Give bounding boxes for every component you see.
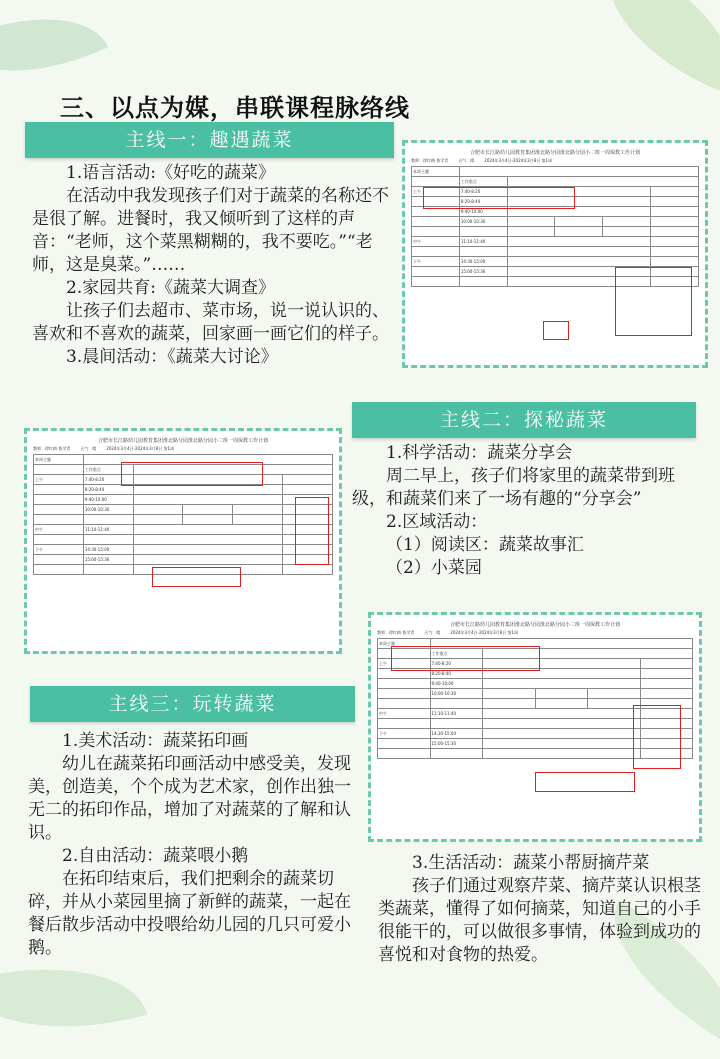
red-highlight-box xyxy=(543,321,569,341)
plan-date: 2024年3月4日-2024年3月8日 第1周 xyxy=(484,158,553,163)
plan-pm: 下午 xyxy=(412,257,460,267)
plan-time: 9:40-10:00 xyxy=(430,679,483,689)
plan-time: 9:40-10:00 xyxy=(83,495,133,505)
plan-col-theme: 本周主题 xyxy=(378,639,431,649)
plan-title: 合肥市长江路幼儿园教育集团淮北路分园淮北路分园小二班一周保教工作计划 xyxy=(449,622,620,628)
red-highlight-box xyxy=(295,497,328,565)
plan-time: 15:00-15:30 xyxy=(430,739,483,749)
line1-para1: 在活动中我发现孩子们对于蔬菜的名称还不是很了解。进餐时，我又倾听到了这样的声音：“老师，这个菜黑糊糊的，我不要吃。”“老师，这是臭菜。”…… xyxy=(32,186,389,275)
plan-noon: 中午 xyxy=(378,709,431,719)
plan-weather: 天气：晴 xyxy=(424,630,441,635)
plan-time: 10:00-10:30 xyxy=(83,505,133,515)
red-highlight-box xyxy=(152,567,241,587)
plan-time: 14:30-15:00 xyxy=(459,257,507,267)
plan-time: 8:20-8:40 xyxy=(459,197,507,207)
plan-title: 合肥市长江路幼儿园教育集团淮北路分园淮北路分园小二班一周保教工作计划 xyxy=(469,150,640,156)
line3-text-right xyxy=(378,852,704,967)
plan-teacher: 教师：徐红梅 鲁学青 xyxy=(411,158,449,163)
plan-noon: 中午 xyxy=(412,237,460,247)
plan-col-theme: 本周主题 xyxy=(412,167,460,177)
red-highlight-box xyxy=(615,267,692,336)
line2-item1: 1.科学活动：蔬菜分享会 xyxy=(386,443,573,463)
plan-pm: 下午 xyxy=(378,729,431,739)
plan-col-focus: 工作重点 xyxy=(83,465,133,475)
plan-document-image-1 xyxy=(402,140,708,368)
line2-sub2: （2）小菜园 xyxy=(386,558,482,578)
line2-item2: 2.区域活动： xyxy=(386,512,488,532)
plan-col-focus: 工作重点 xyxy=(459,177,507,187)
red-highlight-box xyxy=(633,705,681,770)
plan-time: 8:20-8:40 xyxy=(83,485,133,495)
line2-sub1: （1）阅读区：蔬菜故事汇 xyxy=(386,535,584,555)
line1-item2: 2.家园共育:《蔬菜大调查》 xyxy=(66,278,275,298)
plan-time: 7:40-8:20 xyxy=(459,187,507,197)
line1-item1: 1.语言活动:《好吃的蔬菜》 xyxy=(66,163,275,183)
plan-time: 11:10-11:40 xyxy=(83,525,133,535)
line3-item1: 1.美术活动：蔬菜拓印画 xyxy=(62,731,249,751)
plan-date: 2024年3月4日-2024年3月8日 第1周 xyxy=(106,446,175,451)
line2-text xyxy=(352,442,702,580)
plan-am: 上午 xyxy=(412,187,460,197)
plan-pm: 下午 xyxy=(34,545,84,555)
line1-para2: 让孩子们去超市、菜市场，说一说认识的、喜欢和不喜欢的蔬菜，回家画一画它们的样子。 xyxy=(32,301,389,344)
plan-col-focus: 工作重点 xyxy=(430,649,483,659)
line1-banner: 主线一：趣遇蔬菜 xyxy=(25,122,394,158)
line2-banner: 主线二：探秘蔬菜 xyxy=(352,402,696,438)
plan-title: 合肥市长江路幼儿园教育集团淮北路分园淮北路分园小二班一周保教工作计划 xyxy=(97,438,268,444)
plan-teacher: 教师：徐红梅 鲁学青 xyxy=(33,446,71,451)
red-highlight-box xyxy=(391,646,541,670)
plan-teacher: 教师：徐红梅 鲁学青 xyxy=(377,630,415,635)
plan-time: 7:40-8:20 xyxy=(430,659,483,669)
plan-time: 7:40-8:20 xyxy=(83,475,133,485)
line3-banner: 主线三：玩转蔬菜 xyxy=(30,686,355,722)
plan-time: 15:00-15:30 xyxy=(459,267,507,277)
plan-noon: 中午 xyxy=(34,525,84,535)
line1-text xyxy=(32,162,400,369)
line1-item3: 3.晨间活动：《蔬菜大讨论》 xyxy=(66,347,278,367)
plan-document-image-2 xyxy=(24,428,342,654)
plan-time: 10:00-10:30 xyxy=(459,217,507,227)
plan-time: 9:40-10:00 xyxy=(459,207,507,217)
line3-para1: 幼儿在蔬菜拓印画活动中感受美，发现美，创造美，个个成为艺术家，创作出独一无二的拓印作品，增加了对蔬菜的了解和认识。 xyxy=(28,754,351,843)
red-highlight-box xyxy=(423,187,575,209)
red-highlight-box xyxy=(121,462,263,486)
line3-item3: 3.生活活动：蔬菜小帮厨摘芹菜 xyxy=(412,853,650,873)
plan-time: 8:20-8:40 xyxy=(430,669,483,679)
plan-am: 上午 xyxy=(34,475,84,485)
plan-date: 2024年3月4日-2024年3月8日 第1周 xyxy=(450,630,519,635)
line3-text xyxy=(28,730,356,960)
plan-time: 11:10-11:40 xyxy=(430,709,483,719)
line3-item2: 2.自由活动：蔬菜喂小鹅 xyxy=(62,846,249,866)
plan-time: 11:10-11:40 xyxy=(459,237,507,247)
line3-para3: 孩子们通过观察芹菜、摘芹菜认识根茎类蔬菜，懂得了如何摘菜，知道自己的小手很能干的，可以做很多事情，体验到成功的喜悦和对食物的热爱。 xyxy=(378,876,701,965)
plan-am: 上午 xyxy=(378,659,431,669)
section-heading: 三、以点为媒，串联课程脉络线 xyxy=(60,93,410,122)
leaf-decoration-top-right xyxy=(579,0,720,95)
plan-time: 14:30-15:00 xyxy=(83,545,133,555)
plan-time: 14:30-15:00 xyxy=(430,729,483,739)
plan-weather: 天气：晴 xyxy=(80,446,97,451)
line2-para1: 周二早上，孩子们将家里的蔬菜带到班级，和蔬菜们来了一场有趣的“分享会” xyxy=(352,466,675,509)
plan-weather: 天气：晴 xyxy=(458,158,475,163)
plan-time: 10:00-10:30 xyxy=(430,689,483,699)
plan-col-theme: 本周主题 xyxy=(34,455,84,465)
line3-para2: 在拓印结束后，我们把剩余的蔬菜切碎，并从小菜园里摘了新鲜的蔬菜，一起在餐后散步活动中投喂给幼儿园的几只可爱小鹅。 xyxy=(28,869,351,958)
red-highlight-box xyxy=(535,772,635,792)
plan-time: 15:00-15:30 xyxy=(83,555,133,565)
plan-document-image-3 xyxy=(368,612,702,842)
